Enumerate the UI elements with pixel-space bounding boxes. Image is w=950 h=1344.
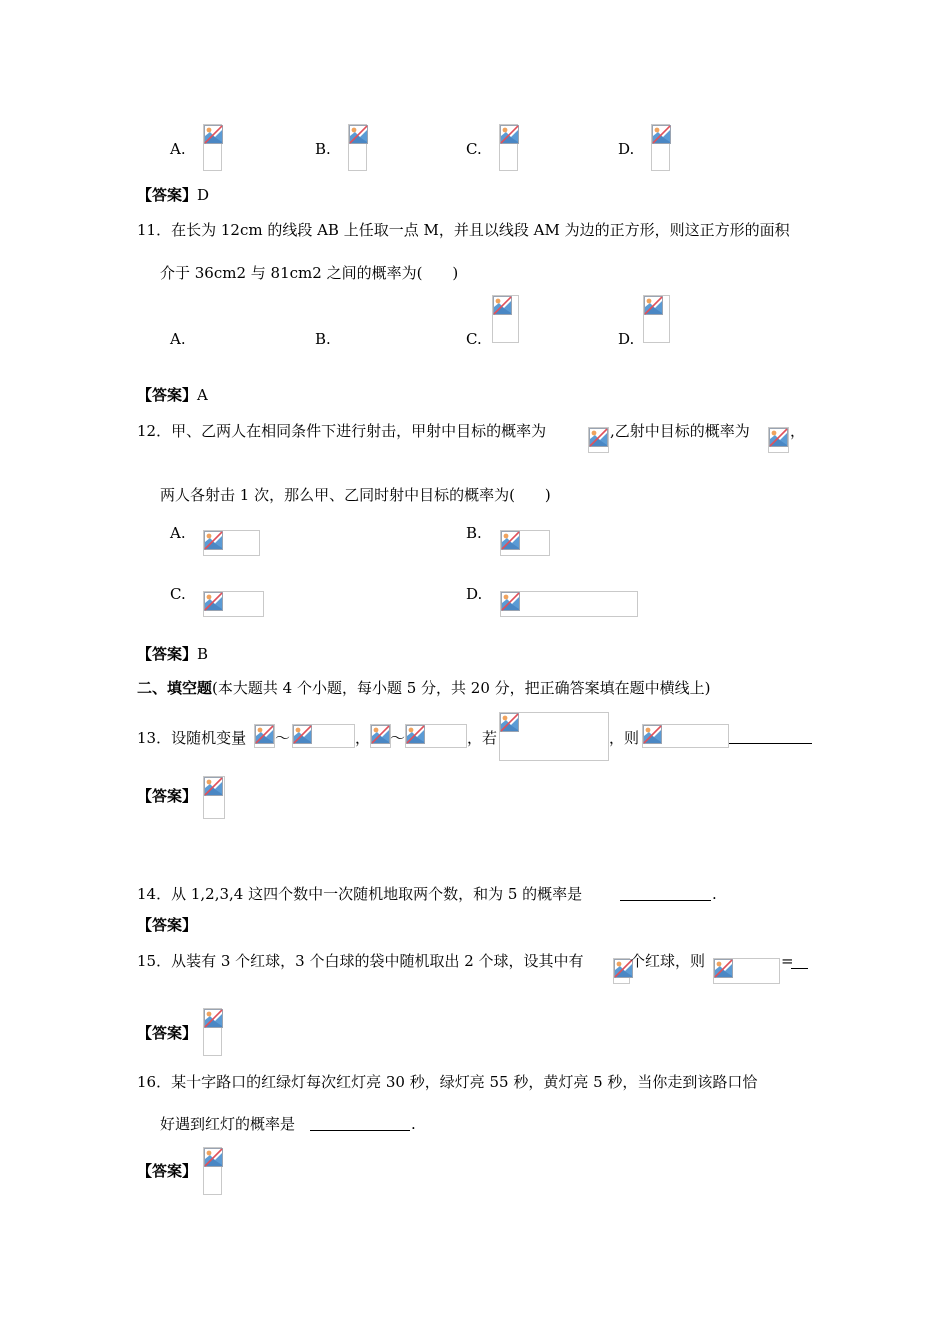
q16-line1: 16．某十字路口的红绿灯每次红灯亮 30 秒，绿灯亮 55 秒，黄灯亮 5 秒，当你走到该路口恰 bbox=[137, 1073, 758, 1091]
formula-image-icon bbox=[499, 712, 609, 761]
formula-image-icon bbox=[254, 724, 275, 748]
option-d-label: D. bbox=[466, 585, 483, 603]
q12-answer bbox=[137, 645, 208, 663]
formula-image-icon bbox=[203, 530, 260, 556]
answer-blank-line bbox=[310, 1130, 410, 1131]
section-heading bbox=[137, 679, 711, 697]
option-a-label: A. bbox=[170, 524, 186, 542]
option-d-label: D. bbox=[618, 140, 635, 158]
formula-image-icon bbox=[203, 1147, 222, 1195]
q13-ze: ，则 bbox=[609, 729, 640, 747]
q15-mid: 个红球，则 bbox=[630, 952, 706, 970]
formula-image-icon bbox=[651, 124, 670, 171]
formula-image-icon bbox=[713, 958, 780, 984]
option-c-label: C. bbox=[170, 585, 186, 603]
answer-tag: 【答案】 bbox=[137, 1024, 198, 1042]
formula-image-icon bbox=[492, 295, 519, 343]
section-desc: (本大题共 4 个小题，每小题 5 分，共 20 分，把正确答案填在题中横线上) bbox=[212, 679, 711, 697]
q13-tilde: ～ bbox=[275, 729, 291, 747]
q10-answer bbox=[137, 186, 209, 204]
answer-blank-line bbox=[729, 743, 812, 744]
formula-image-icon bbox=[203, 1008, 222, 1056]
formula-image-icon bbox=[642, 724, 729, 748]
answer-value: A bbox=[197, 386, 208, 404]
formula-image-icon bbox=[500, 591, 638, 617]
q15-eq: = bbox=[781, 952, 794, 970]
formula-image-icon bbox=[768, 427, 789, 453]
formula-image-icon bbox=[348, 124, 367, 171]
answer-value: B bbox=[197, 645, 209, 663]
answer-tag: 【答案】 bbox=[137, 1162, 198, 1180]
formula-image-icon bbox=[292, 724, 355, 748]
answer-value: D bbox=[197, 186, 210, 204]
option-b-label: B. bbox=[315, 330, 331, 348]
q14-text: 14．从 1,2,3,4 这四个数中一次随机地取两个数，和为 5 的概率是 bbox=[137, 885, 583, 903]
q13-comma: ， bbox=[355, 729, 371, 747]
q12-line1c: ， bbox=[790, 422, 806, 440]
option-c-label: C. bbox=[466, 330, 482, 348]
option-b-label: B. bbox=[315, 140, 331, 158]
answer-tag: 【答案】 bbox=[137, 916, 198, 934]
q11-line2: 介于 36cm2 与 81cm2 之间的概率为( ) bbox=[160, 264, 459, 282]
q13-prefix: 13．设随机变量 bbox=[137, 729, 247, 747]
formula-image-icon bbox=[405, 724, 467, 748]
formula-image-icon bbox=[588, 427, 609, 453]
formula-image-icon bbox=[500, 530, 550, 556]
option-c-label: C. bbox=[466, 140, 482, 158]
answer-blank-line bbox=[791, 968, 808, 969]
formula-image-icon bbox=[643, 295, 670, 343]
q11-answer bbox=[137, 386, 208, 404]
formula-image-icon bbox=[613, 958, 630, 984]
q15-text: 15．从装有 3 个红球，3 个白球的袋中随机取出 2 个球，设其中有 bbox=[137, 952, 584, 970]
q13-tilde: ～ bbox=[390, 729, 406, 747]
option-d-label: D. bbox=[618, 330, 635, 348]
q16-line2: 好遇到红灯的概率是 bbox=[160, 1115, 296, 1133]
q11-line1: 11．在长为 12cm 的线段 AB 上任取一点 M，并且以线段 AM 为边的正方形，则这正方形的面积 bbox=[137, 221, 790, 239]
answer-tag: 【答案】 bbox=[137, 645, 198, 663]
q16-end: . bbox=[411, 1115, 416, 1133]
answer-tag: 【答案】 bbox=[137, 787, 198, 805]
formula-image-icon bbox=[499, 124, 518, 171]
section-title: 二、填空题 bbox=[137, 679, 213, 697]
answer-tag: 【答案】 bbox=[137, 386, 198, 404]
formula-image-icon bbox=[370, 724, 391, 748]
option-a-label: A. bbox=[170, 330, 186, 348]
q12-line1b: ,乙射中目标的概率为 bbox=[610, 422, 750, 440]
q12-line2: 两人各射击 1 次，那么甲、乙同时射中目标的概率为( ) bbox=[160, 486, 551, 504]
q14-end: . bbox=[712, 885, 717, 903]
answer-tag: 【答案】 bbox=[137, 186, 198, 204]
q12-line1a: 12．甲、乙两人在相同条件下进行射击，甲射中目标的概率为 bbox=[137, 422, 547, 440]
formula-image-icon bbox=[203, 591, 264, 617]
formula-image-icon bbox=[203, 776, 225, 819]
q13-ruo: ，若 bbox=[467, 729, 498, 747]
option-b-label: B. bbox=[466, 524, 482, 542]
formula-image-icon bbox=[203, 124, 222, 171]
option-a-label: A. bbox=[170, 140, 186, 158]
answer-blank-line bbox=[620, 900, 711, 901]
